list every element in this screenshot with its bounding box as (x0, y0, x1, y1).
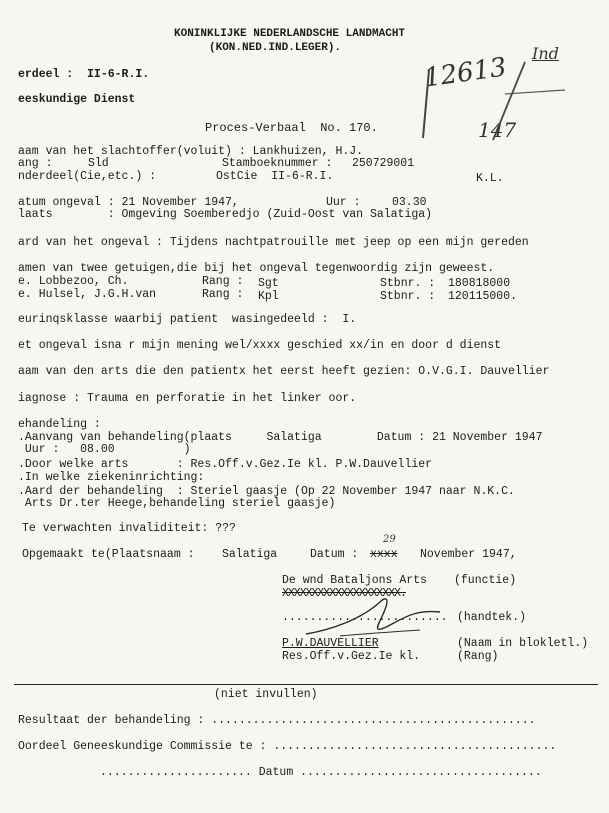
signature-dots: ........................ (282, 611, 448, 624)
handwritten-side-number: 147 (478, 118, 517, 142)
separator-line (14, 684, 598, 685)
treatment-b-line: .Door welke arts : Res.Off.v.Gez.Ie kl. P.W.Dauvellier (18, 458, 433, 471)
struck-text: XXXXXXXXXXXXXXXXXXXX. (282, 587, 406, 600)
dienst-line: eeskundige Dienst (18, 93, 136, 106)
witness-1-rang: Sgt (258, 277, 279, 290)
onderdeel-line: erdeel : II-6-R.I. (18, 68, 150, 81)
opgemaakt-label: Opgemaakt te(Plaatsnaam : (22, 548, 195, 561)
treatment-c-line: .In welke ziekeninrichting: (18, 471, 205, 484)
handwritten-ind: Ind (532, 44, 559, 63)
victim-name-line: aam van het slachtoffer(voluit) : Lankhuizen, H.J. (18, 145, 364, 158)
signatory-rank-suffix: (Rang) (457, 650, 499, 663)
treatment-a-line: .Aanvang van behandeling(plaats Salatiga Datum : 21 November 1947 (18, 431, 543, 444)
witness-1-stbnr: 180818000 (448, 277, 511, 290)
dienst-verband-line: et ongeval isna r mijn mening wel/xxxx geschied xx/in en door d dienst (18, 339, 502, 352)
witness-1-name: e. Lobbezoo, Ch. (18, 275, 129, 288)
place-line: laats : Omgeving Soemberedjo (Zuid-Oost van Salatiga) (18, 208, 433, 221)
niet-invullen-label: (niet invullen) (214, 688, 318, 701)
diagnose-line: iagnose : Trauma en perforatie in het linker oor. (18, 392, 357, 405)
rank-value: Sld (88, 157, 109, 170)
handwritten-strokes (415, 50, 575, 150)
first-doctor-line: aam van den arts die den patientx het eerst heeft gezien: O.V.G.I. Dauvellier (18, 365, 550, 378)
time-value: 03.30 (392, 196, 427, 209)
datum-label: Datum : (310, 548, 359, 561)
signatory-name: P.W.DAUVELLIER (282, 637, 379, 650)
accident-nature-line: ard van het ongeval : Tijdens nachtpatrouille met jeep op een mijn gereden (18, 236, 529, 249)
klasse-line: eurinqsklasse waarbij patient wasingedeeld : I. (18, 313, 357, 326)
treatment-heading: ehandeling : (18, 418, 101, 431)
signatory-role-suffix: (functie) (454, 574, 517, 587)
proces-verbaal-heading: Proces-Verbaal No. 170. (205, 121, 378, 135)
opgemaakt-place: Salatiga (222, 548, 278, 561)
stamboek-label: Stamboeknummer : (222, 157, 333, 170)
signatory-rank: Res.Off.v.Gez.Ie kl. (282, 650, 421, 663)
witness-1-stbnr-label: Stbnr. : (380, 277, 436, 290)
witness-2-rang-label: Rang : (202, 288, 244, 301)
invaliditeit-line: Te verwachten invaliditeit: ??? (22, 522, 236, 535)
treatment-d2-line: Arts Dr.ter Heege,behandeling steriel gaasje) (18, 497, 336, 510)
treatment-d-line: .Aard der behandeling : Steriel gaasje (Op 22 November 1947 naar N.K.C. (18, 485, 515, 498)
resultaat-line: Resultaat der behandeling : ............................................... (18, 714, 536, 727)
time-label: Uur : (326, 196, 361, 209)
unit-value: OstCie II-6-R.I. (216, 170, 334, 183)
unit-label: nderdeel(Cie,etc.) : (18, 170, 157, 183)
witness-2-stbnr: 120115000. (448, 290, 518, 303)
stamboek-value: 250729001 (352, 157, 415, 170)
datum-struck: xxxx (370, 548, 398, 561)
signatory-name-suffix: (Naam in blokletl.) (457, 637, 589, 650)
datum-rest: November 1947, (420, 548, 517, 561)
final-datum-line: ...................... Datum ................................... (100, 766, 542, 779)
oordeel-line: Oordeel Geneeskundige Commissie te : ......................................... (18, 740, 557, 753)
handwritten-ref-number: 12613 (422, 52, 509, 94)
witness-1-rang-label: Rang : (202, 275, 244, 288)
document-subtitle: (KON.NED.IND.LEGER). (209, 42, 342, 54)
witness-2-rang: Kpl (258, 290, 279, 303)
treatment-time-line: Uur : 08.00 ) (18, 443, 191, 456)
document-title: KONINKLIJKE NEDERLANDSCHE LANDMACHT (174, 28, 406, 40)
unit-suffix: K.L. (476, 172, 504, 185)
witness-2-name: e. Hulsel, J.G.H.van (18, 288, 157, 301)
signature-label: (handtek.) (457, 611, 527, 624)
signatory-role: De wnd Bataljons Arts (282, 574, 427, 587)
witnesses-heading: amen van twee getuigen,die bij het ongeval tegenwoordig zijn geweest. (18, 262, 495, 275)
accident-date-line: atum ongeval : 21 November 1947, (18, 196, 239, 209)
datum-handwritten-day: 29 (383, 534, 396, 545)
rank-label: ang : (18, 157, 53, 170)
witness-2-stbnr-label: Stbnr. : (380, 290, 436, 303)
